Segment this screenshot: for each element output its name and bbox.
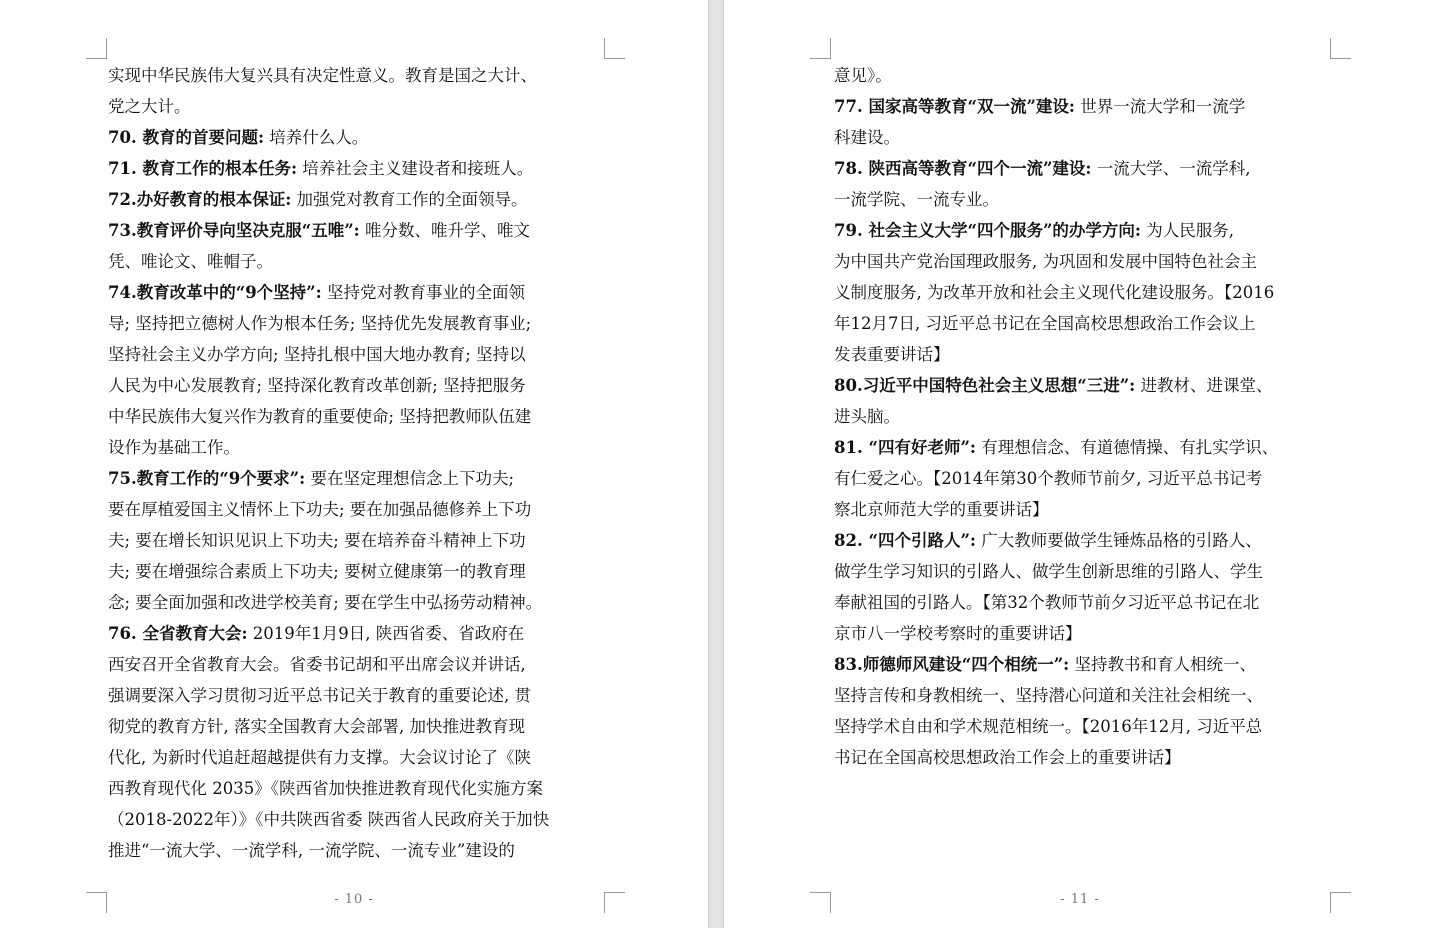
item-text: 彻党的教育方针, 落实全国教育大会部署, 加快推进教育现 bbox=[108, 717, 525, 736]
text-line bbox=[834, 277, 1330, 308]
item-text: （2018-2022年）》《中共陕西省委 陕西省人民政府关于加快 bbox=[108, 810, 550, 829]
text-line bbox=[108, 649, 604, 680]
text-line bbox=[108, 587, 604, 618]
text-line bbox=[108, 463, 604, 494]
item-heading: 82. “四个引路人”: bbox=[834, 531, 977, 550]
item-heading: 77. 国家高等教育“双一流”建设: bbox=[834, 97, 1076, 116]
item-text: 凭、唯论文、唯帽子。 bbox=[108, 252, 273, 271]
item-text: 要在坚定理想信念上下功夫; bbox=[305, 469, 515, 488]
item-text: 设作为基础工作。 bbox=[108, 438, 240, 457]
item-text: 有仁爱之心。【2014年第30个教师节前夕, 习近平总书记考 bbox=[834, 469, 1263, 488]
item-text: 中华民族伟大复兴作为教育的重要使命; 坚持把教师队伍建 bbox=[108, 407, 532, 426]
text-line bbox=[108, 277, 604, 308]
item-heading: 76. 全省教育大会: bbox=[108, 624, 248, 643]
text-line bbox=[834, 494, 1330, 525]
item-text: 要在厚植爱国主义情怀上下功夫; 要在加强品德修养上下功 bbox=[108, 500, 532, 519]
item-text: 西教育现代化 2035》《陕西省加快推进教育现代化实施方案 bbox=[108, 779, 543, 798]
text-line bbox=[108, 494, 604, 525]
text-line bbox=[108, 618, 604, 649]
page-number: - 11 - bbox=[1060, 892, 1100, 907]
text-line bbox=[834, 525, 1330, 556]
text-line bbox=[834, 587, 1330, 618]
text-line bbox=[834, 184, 1330, 215]
text-line bbox=[108, 804, 604, 835]
item-text: 培养什么人。 bbox=[264, 128, 369, 147]
text-line bbox=[108, 835, 604, 866]
text-line bbox=[108, 60, 604, 91]
text-line bbox=[108, 742, 604, 773]
item-text: 一流大学、一流学科, bbox=[1091, 159, 1251, 178]
item-text: 代化, 为新时代追赶超越提供有力支撑。大会议讨论了《陕 bbox=[108, 748, 531, 767]
item-text: 坚持社会主义办学方向; 坚持扎根中国大地办教育; 坚持以 bbox=[108, 345, 526, 364]
item-text: 夫; 要在增长知识见识上下功夫; 要在培养奋斗精神上下功 bbox=[108, 531, 526, 550]
text-line bbox=[108, 370, 604, 401]
item-text: 科建设。 bbox=[834, 128, 900, 147]
item-text: 广大教师要做学生锤炼品格的引路人、 bbox=[976, 531, 1262, 550]
item-text: 2019年1月9日, 陕西省委、省政府在 bbox=[247, 624, 525, 643]
item-text: 一流学院、一流专业。 bbox=[834, 190, 999, 209]
page-10 bbox=[0, 0, 708, 928]
item-heading: 81. “四有好老师”: bbox=[834, 438, 977, 457]
item-text: 西安召开全省教育大会。省委书记胡和平出席会议并讲话, bbox=[108, 655, 526, 674]
text-line bbox=[108, 153, 604, 184]
item-text: 推进“一流大学、一流学科, 一流学院、一流专业”建设的 bbox=[108, 841, 515, 860]
corner-mark-top-left bbox=[810, 38, 831, 59]
item-text: 书记在全国高校思想政治工作会上的重要讲话】 bbox=[834, 748, 1181, 767]
text-line bbox=[108, 680, 604, 711]
item-heading: 80.习近平中国特色社会主义思想“三进”: bbox=[834, 376, 1136, 395]
item-text: 有理想信念、有道德情操、有扎实学识、 bbox=[976, 438, 1279, 457]
text-line bbox=[108, 308, 604, 339]
item-text: 义制度服务, 为改革开放和社会主义现代化建设服务。【2016 bbox=[834, 283, 1275, 302]
text-line bbox=[834, 370, 1330, 401]
item-text: 夫; 要在增强综合素质上下功夫; 要树立健康第一的教育理 bbox=[108, 562, 526, 581]
item-text: 做学生学习知识的引路人、做学生创新思维的引路人、学生 bbox=[834, 562, 1263, 581]
item-heading: 72.办好教育的根本保证: bbox=[108, 190, 292, 209]
item-text: 进头脑。 bbox=[834, 407, 900, 426]
text-line bbox=[108, 711, 604, 742]
item-text: 坚持党对教育事业的全面领 bbox=[321, 283, 526, 302]
text-line bbox=[108, 184, 604, 215]
item-text: 意见》。 bbox=[834, 66, 892, 85]
item-text: 坚持教书和育人相统一、 bbox=[1069, 655, 1257, 674]
item-text: 加强党对教育工作的全面领导。 bbox=[291, 190, 528, 209]
item-text: 人民为中心发展教育; 坚持深化教育改革创新; 坚持把服务 bbox=[108, 376, 526, 395]
text-line bbox=[834, 91, 1330, 122]
text-line bbox=[834, 246, 1330, 277]
corner-mark-top-right bbox=[604, 38, 625, 59]
text-line bbox=[834, 711, 1330, 742]
text-line bbox=[834, 401, 1330, 432]
text-line bbox=[834, 463, 1330, 494]
item-text: 唯分数、唯升学、唯文 bbox=[359, 221, 531, 240]
item-text: 实现中华民族伟大复兴具有决定性意义。教育是国之大计、 bbox=[108, 66, 537, 85]
item-text: 为人民服务, bbox=[1141, 221, 1235, 240]
text-line bbox=[108, 556, 604, 587]
text-line bbox=[108, 525, 604, 556]
item-text: 念; 要全面加强和改进学校美育; 要在学生中弘扬劳动精神。 bbox=[108, 593, 543, 612]
page-body-text bbox=[108, 60, 604, 866]
text-line bbox=[108, 246, 604, 277]
text-line bbox=[834, 680, 1330, 711]
text-line bbox=[108, 773, 604, 804]
text-line bbox=[834, 122, 1330, 153]
item-text: 党之大计。 bbox=[108, 97, 191, 116]
item-text: 京市八一学校考察时的重要讲话】 bbox=[834, 624, 1082, 643]
item-heading: 71. 教育工作的根本任务: bbox=[108, 159, 298, 178]
text-line bbox=[108, 91, 604, 122]
text-line bbox=[834, 618, 1330, 649]
text-line bbox=[834, 153, 1330, 184]
text-line bbox=[108, 122, 604, 153]
text-line bbox=[834, 60, 1330, 91]
item-text: 发表重要讲话】 bbox=[834, 345, 950, 364]
item-text: 进教材、进课堂、 bbox=[1135, 376, 1273, 395]
item-heading: 73.教育评价导向坚决克服“五唯”: bbox=[108, 221, 360, 240]
item-text: 强调要深入学习贯彻习近平总书记关于教育的重要论述, 贯 bbox=[108, 686, 531, 705]
text-line bbox=[834, 339, 1330, 370]
item-text: 培养社会主义建设者和接班人。 bbox=[297, 159, 534, 178]
text-line bbox=[834, 215, 1330, 246]
item-text: 导; 坚持把立德树人作为根本任务; 坚持优先发展教育事业; bbox=[108, 314, 532, 333]
page-body-text bbox=[834, 60, 1330, 773]
text-line bbox=[108, 215, 604, 246]
item-heading: 75.教育工作的“9个要求”: bbox=[108, 469, 306, 488]
item-text: 年12月7日, 习近平总书记在全国高校思想政治工作会议上 bbox=[834, 314, 1256, 333]
text-line bbox=[834, 742, 1330, 773]
item-text: 世界一流大学和一流学 bbox=[1075, 97, 1246, 116]
page-number: - 10 - bbox=[334, 892, 374, 907]
item-text: 察北京师范大学的重要讲话】 bbox=[834, 500, 1049, 519]
text-line bbox=[834, 556, 1330, 587]
item-text: 坚持言传和身教相统一、坚持潜心问道和关注社会相统一、 bbox=[834, 686, 1263, 705]
page-gutter bbox=[708, 0, 724, 928]
text-line bbox=[834, 649, 1330, 680]
text-line bbox=[108, 401, 604, 432]
corner-mark-top-right bbox=[1330, 38, 1351, 59]
item-text: 奉献祖国的引路人。【第32个教师节前夕习近平总书记在北 bbox=[834, 593, 1260, 612]
page-11 bbox=[724, 0, 1436, 928]
item-text: 坚持学术自由和学术规范相统一。【2016年12月, 习近平总 bbox=[834, 717, 1263, 736]
item-heading: 70. 教育的首要问题: bbox=[108, 128, 265, 147]
text-line bbox=[108, 339, 604, 370]
text-line bbox=[834, 432, 1330, 463]
text-line bbox=[834, 308, 1330, 339]
item-heading: 79. 社会主义大学“四个服务”的办学方向: bbox=[834, 221, 1142, 240]
item-heading: 74.教育改革中的“9个坚持”: bbox=[108, 283, 322, 302]
item-text: 为中国共产党治国理政服务, 为巩固和发展中国特色社会主 bbox=[834, 252, 1257, 271]
text-line bbox=[108, 432, 604, 463]
item-heading: 78. 陕西高等教育“四个一流”建设: bbox=[834, 159, 1092, 178]
corner-mark-top-left bbox=[86, 38, 107, 59]
item-heading: 83.师德师风建设“四个相统一”: bbox=[834, 655, 1070, 674]
